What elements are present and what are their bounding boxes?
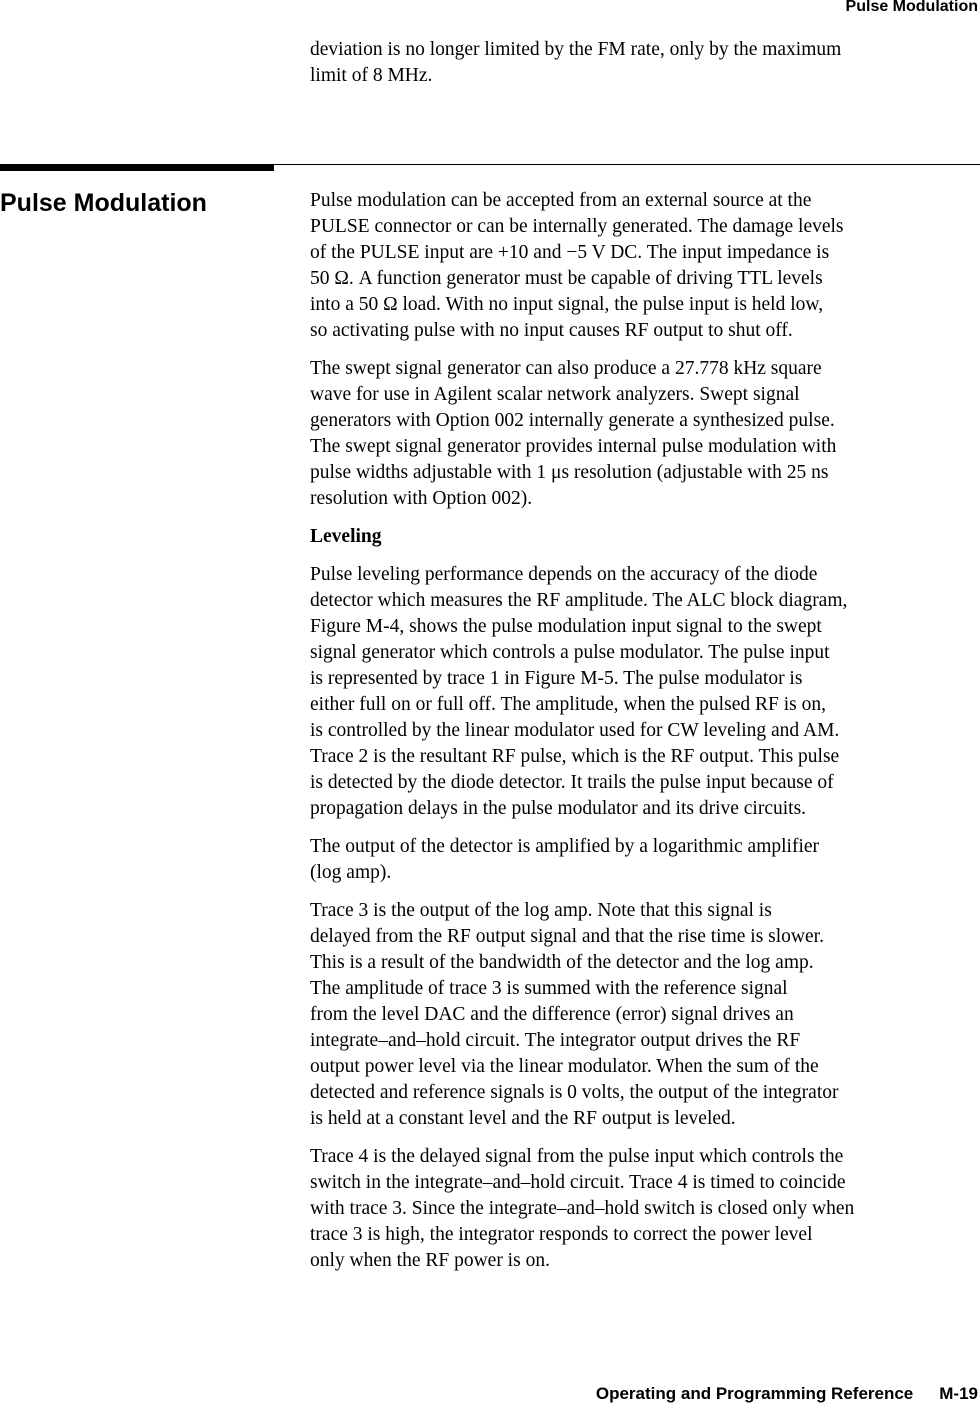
text-line: This is a result of the bandwidth of the detector and the log amp. <box>310 952 814 973</box>
text-line: The output of the detector is amplified by a logarithmic amplifier <box>310 836 820 857</box>
text-line: (log amp). <box>310 862 392 883</box>
text-line: output power level via the linear modulator. When the sum of the <box>310 1056 819 1077</box>
text-line: generators with Option 002 internally generate a synthesized pulse. <box>310 410 835 431</box>
text-line: Pulse leveling performance depends on the accuracy of the diode <box>310 564 818 585</box>
text-line: integrate–and–hold circuit. The integrator output drives the RF <box>310 1030 801 1051</box>
text-line: The swept signal generator can also produce a 27.778 kHz square <box>310 358 822 379</box>
continued-paragraph <box>310 37 978 89</box>
paragraph-leveling-performance <box>310 562 978 822</box>
text-line: so activating pulse with no input causes RF output to shut off. <box>310 320 793 341</box>
text-line: propagation delays in the pulse modulator and its drive circuits. <box>310 798 807 819</box>
text-line: Figure M-4, shows the pulse modulation input signal to the swept <box>310 616 822 637</box>
text-line: trace 3 is high, the integrator responds to correct the power level <box>310 1224 813 1245</box>
text-line: signal generator which controls a pulse modulator. The pulse input <box>310 642 830 663</box>
section-rule-thin <box>274 164 980 165</box>
text-line: detector which measures the RF amplitude. The ALC block diagram, <box>310 590 848 611</box>
text-line: is held at a constant level and the RF output is leveled. <box>310 1108 736 1129</box>
text-line: is detected by the diode detector. It trails the pulse input because of <box>310 772 834 793</box>
text-line: Pulse modulation can be accepted from an external source at the <box>310 190 812 211</box>
text-line: Trace 2 is the resultant RF pulse, which is the RF output. This pulse <box>310 746 840 767</box>
section-body <box>310 188 978 1286</box>
text-line: from the level DAC and the difference (error) signal drives an <box>310 1004 794 1025</box>
text-line: is represented by trace 1 in Figure M-5. The pulse modulator is <box>310 668 803 689</box>
paragraph-square-wave <box>310 356 978 512</box>
text-line: either full on or full off. The amplitude, when the pulsed RF is on, <box>310 694 826 715</box>
text-line: into a 50 Ω load. With no input signal, the pulse input is held low, <box>310 294 824 315</box>
running-header: Pulse Modulation <box>845 0 978 15</box>
section-heading: Pulse Modulation <box>0 189 207 217</box>
text-line: pulse widths adjustable with 1 μs resolution (adjustable with 25 ns <box>310 462 829 483</box>
text-line: is controlled by the linear modulator used for CW leveling and AM. <box>310 720 840 741</box>
text-line: only when the RF power is on. <box>310 1250 550 1271</box>
text-line: deviation is no longer limited by the FM rate, only by the maximum <box>310 39 842 60</box>
paragraph-pulse-input <box>310 188 978 344</box>
text-line: wave for use in Agilent scalar network analyzers. Swept signal <box>310 384 800 405</box>
footer-page-number: M-19 <box>939 1384 978 1403</box>
text-line: PULSE connector or can be internally generated. The damage levels <box>310 216 844 237</box>
text-line: Trace 4 is the delayed signal from the pulse input which controls the <box>310 1146 844 1167</box>
page-footer <box>596 1384 978 1404</box>
text-line: Trace 3 is the output of the log amp. Note that this signal is <box>310 900 772 921</box>
text-line: The amplitude of trace 3 is summed with the reference signal <box>310 978 788 999</box>
text-line: The swept signal generator provides internal pulse modulation with <box>310 436 837 457</box>
text-line: with trace 3. Since the integrate–and–hold switch is closed only when <box>310 1198 855 1219</box>
text-line: 50 Ω. A function generator must be capable of driving TTL levels <box>310 268 823 289</box>
footer-manual-title: Operating and Programming Reference <box>595 1384 914 1403</box>
paragraph-trace-3 <box>310 898 978 1132</box>
subsection-heading-leveling: Leveling <box>310 526 382 547</box>
text-line: limit of 8 MHz. <box>310 65 433 86</box>
text-line: of the PULSE input are +10 and −5 V DC. The input impedance is <box>310 242 830 263</box>
text-line: switch in the integrate–and–hold circuit. Trace 4 is timed to coincide <box>310 1172 846 1193</box>
section-rule-thick <box>0 164 274 171</box>
paragraph-trace-4 <box>310 1144 978 1274</box>
text-line: detected and reference signals is 0 volts, the output of the integrator <box>310 1082 839 1103</box>
text-line: delayed from the RF output signal and that the rise time is slower. <box>310 926 824 947</box>
text-line: resolution with Option 002). <box>310 488 533 509</box>
paragraph-log-amp <box>310 834 978 886</box>
